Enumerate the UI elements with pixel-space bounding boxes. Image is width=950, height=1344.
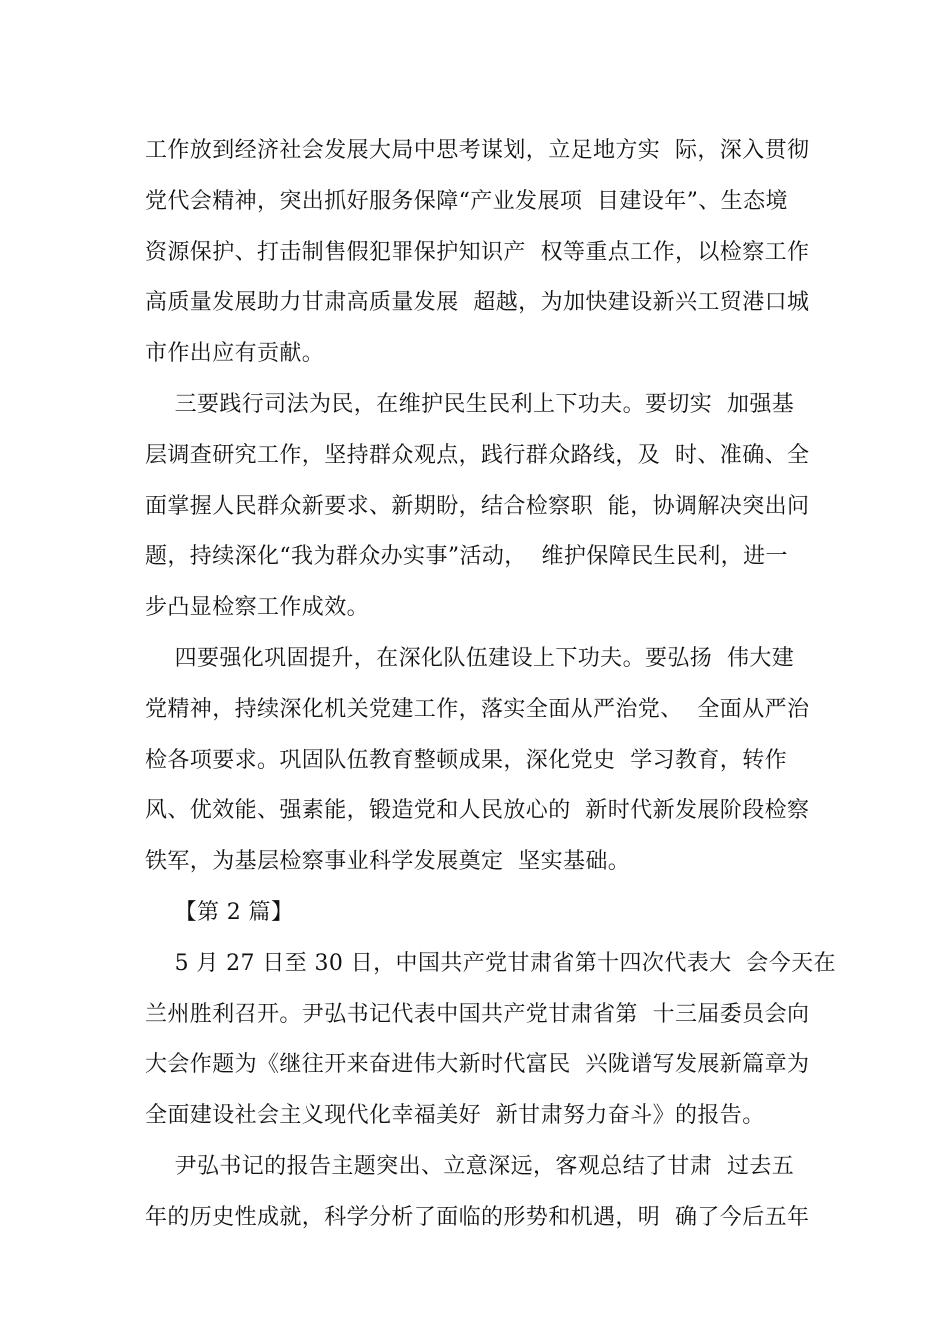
text-line: 风、优效能、强素能，锻造党和人民放心的 新时代新发展阶段检察: [145, 798, 810, 824]
text-line: 年的历史性成就，科学分析了面临的形势和机遇，明 确了今后五年: [145, 1204, 810, 1230]
text-line: 步凸显检察工作成效。: [145, 595, 370, 621]
section-heading: 【第 2 篇】: [145, 899, 294, 925]
text-line: 检各项要求。巩固队伍教育整顿成果，深化党史 学习教育，转作: [145, 747, 787, 773]
text-line: 兰州胜利召开。尹弘书记代表中国共产党甘肃省第 十三届委员会向: [145, 1001, 810, 1027]
text-line: 市作出应有贡献。: [145, 341, 325, 367]
text-line: 四要强化巩固提升，在深化队伍建设上下功夫。要弘扬 伟大建: [145, 645, 795, 671]
text-line: 尹弘书记的报告主题突出、立意深远，客观总结了甘肃 过去五: [145, 1153, 795, 1179]
text-line: 层调查研究工作，坚持群众观点，践行群众路线，及 时、准确、全: [145, 442, 810, 468]
text-line: 题，持续深化“我为群众办实事”活动， 维护保障民生民利，进一: [145, 544, 788, 570]
document-body: [145, 126, 836, 1244]
text-line: 面掌握人民群众新要求、新期盼，结合检察职 能，协调解决突出问: [145, 493, 810, 519]
text-line: 三要践行司法为民，在维护民生民利上下功夫。要切实 加强基: [145, 391, 795, 417]
text-line: 党代会精神，突出抓好服务保障“产业发展项 目建设年”、生态境: [145, 188, 788, 214]
text-line: 大会作题为《继往开来奋进伟大新时代富民 兴陇谱写发展新篇章为: [145, 1052, 810, 1078]
text-line: 5 月 27 日至 30 日，中国共产党甘肃省第十四次代表大 会今天在: [145, 950, 836, 976]
text-line: 工作放到经济社会发展大局中思考谋划，立足地方实 际，深入贯彻: [145, 138, 810, 163]
text-line: 资源保护、打击制售假犯罪保护知识产 权等重点工作，以检察工作: [145, 239, 810, 265]
text-line: 全面建设社会主义现代化幸福美好 新甘肃努力奋斗》的报告。: [145, 1103, 765, 1129]
text-line: 党精神，持续深化机关党建工作，落实全面从严治党、 全面从严治: [145, 696, 810, 722]
text-line: 铁军，为基层检察事业科学发展奠定 坚实基础。: [145, 849, 631, 875]
text-line: 高质量发展助力甘肃高质量发展 超越，为加快建设新兴工贸港口城: [145, 290, 810, 316]
